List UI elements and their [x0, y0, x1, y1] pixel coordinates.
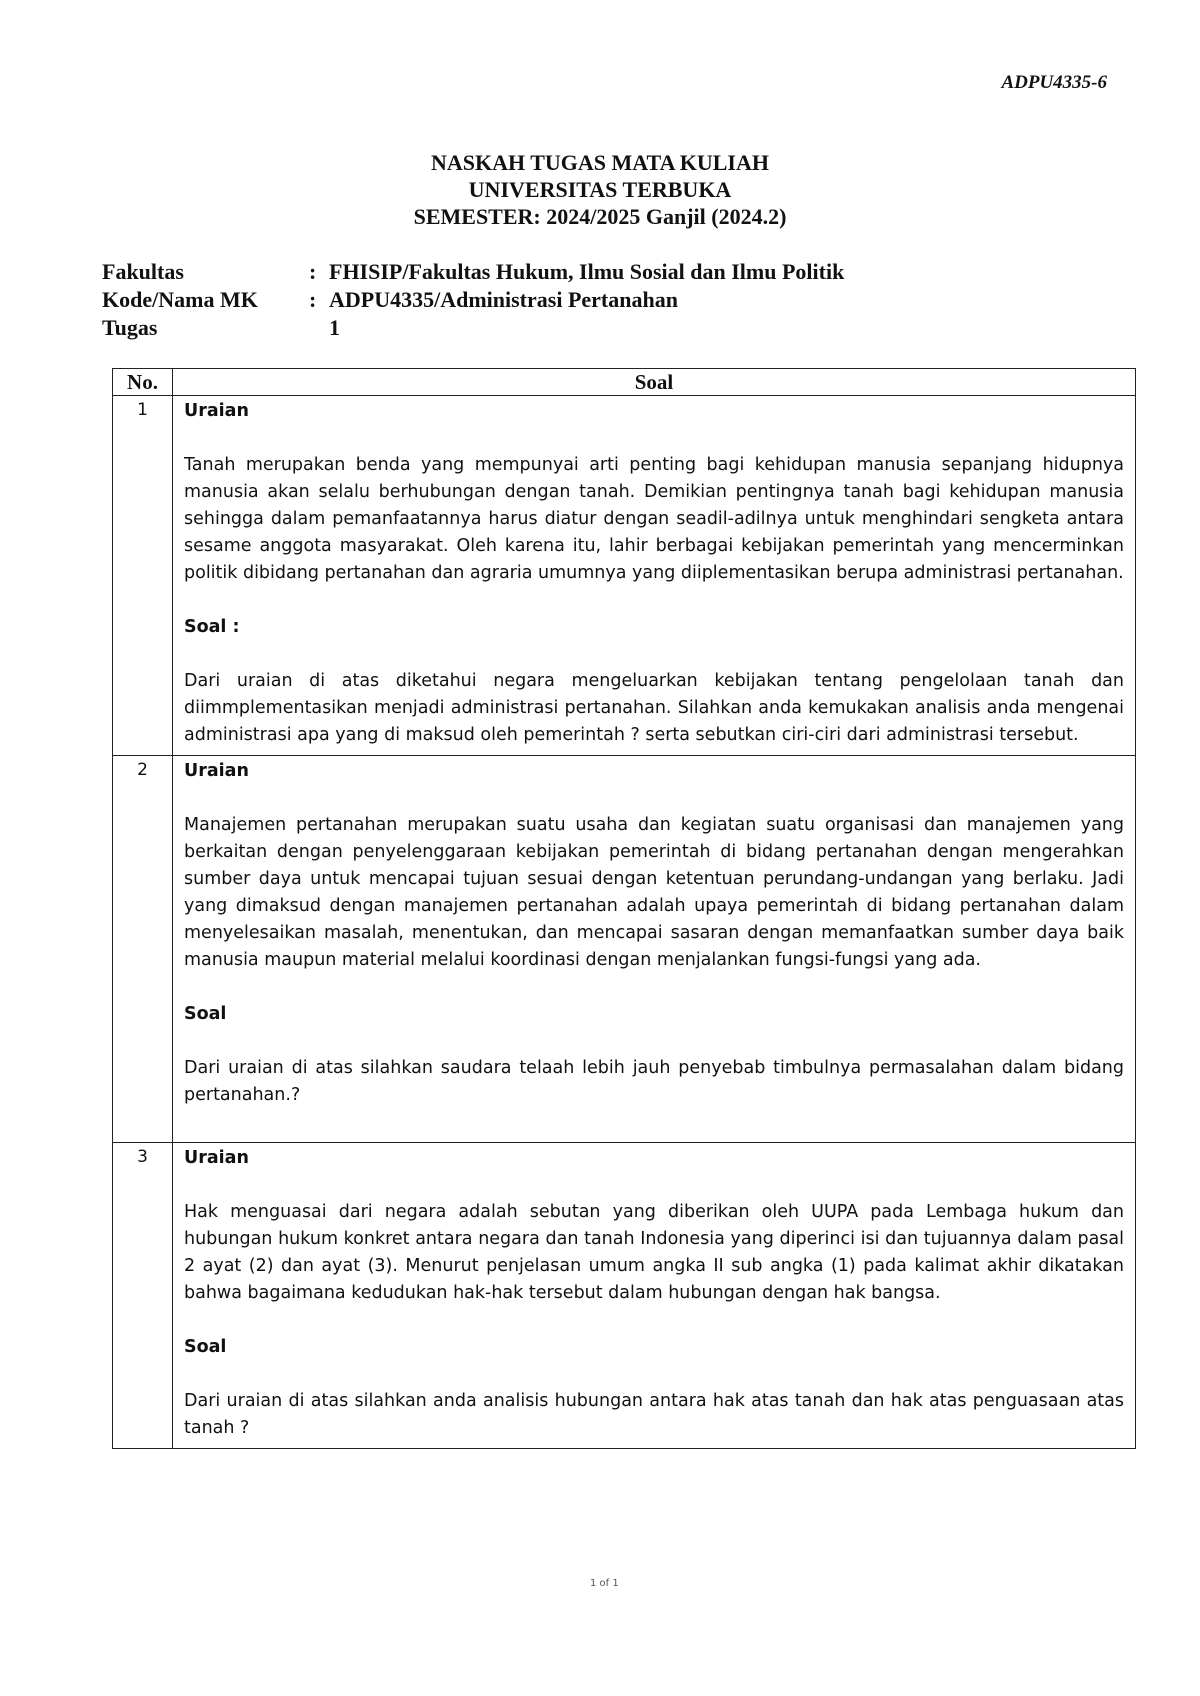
table-row: [113, 1143, 1136, 1449]
info-label: Kode/Nama MK: [102, 287, 258, 312]
soal-label: Soal: [184, 1337, 227, 1357]
row-number: 2: [113, 756, 173, 1143]
info-separator: :: [309, 259, 317, 284]
uraian-label: Uraian: [184, 1148, 249, 1168]
table-row: [113, 756, 1136, 1143]
document-code: ADPU4335-6: [1001, 72, 1107, 93]
header-no: No.: [113, 369, 173, 396]
row-content: [173, 1143, 1136, 1449]
info-value: ADPU4335/Administrasi Pertanahan: [329, 287, 678, 312]
table-row: [113, 396, 1136, 756]
table-header-row: [113, 369, 1136, 396]
info-separator: [309, 314, 329, 342]
uraian-text: Tanah merupakan benda yang mempunyai arti penting bagi kehidupan manusia sepanjang hidupnya manusia akan selalu berhubungan dengan tanah. Demikian pentingnya tanah bagi kehidupan manusia sehingga dalam pemanfaatannya harus diatur dengan seadil-adilnya untuk menghindari sengketa antara sesame anggota masyarakat. Oleh karena itu, lahir berbagai kebijakan pemerintah yang mencerminkan politik dibidang pertanahan dan agraria umumnya yang diiplementasikan berupa administrasi pertanahan.: [184, 455, 1124, 583]
soal-label: Soal :: [184, 617, 240, 637]
info-label: Tugas: [102, 315, 158, 340]
soal-text: Dari uraian di atas silahkan saudara telaah lebih jauh penyebab timbulnya permasalahan dalam bidang pertanahan.?: [184, 1058, 1124, 1105]
uraian-label: Uraian: [184, 761, 249, 781]
title-line-2: UNIVERSITAS TERBUKA: [468, 177, 732, 202]
info-row-faculty: [102, 258, 1102, 286]
soal-text: Dari uraian di atas silahkan anda analisis hubungan antara hak atas tanah dan hak atas penguasaan atas tanah ?: [184, 1391, 1124, 1438]
uraian-text: Manajemen pertanahan merupakan suatu usaha dan kegiatan suatu organisasi dan manajemen yang berkaitan dengan penyelenggaraan kebijakan pemerintah di bidang pertanahan dengan mengerahkan sumber daya untuk mencapai tujuan sesuai dengan ketentuan perundang-undangan yang berlaku. Jadi yang dimaksud dengan manajemen pertanahan adalah upaya pemerintah di bidang pertanahan dalam menyelesaikan masalah, menentukan, dan mencapai sasaran dengan memanfaatkan sumber daya baik manusia maupun material melalui koordinasi dengan menjalankan fungsi-fungsi yang ada.: [184, 815, 1124, 970]
info-separator: :: [309, 287, 317, 312]
info-value: FHISIP/Fakultas Hukum, Ilmu Sosial dan Ilmu Politik: [329, 259, 845, 284]
info-value: 1: [329, 315, 340, 340]
course-info: [102, 258, 1102, 342]
uraian-text: Hak menguasai dari negara adalah sebutan yang diberikan oleh UUPA pada Lembaga hukum dan hubungan hukum konkret antara negara dan tanah Indonesia yang diperinci isi dan tujuannya dalam pasal 2 ayat (2) dan ayat (3). Menurut penjelasan umum angka II sub angka (1) pada kalimat akhir dikatakan bahwa bagaimana kedudukan hak-hak tersebut dalam hubungan dengan hak bangsa.: [184, 1202, 1124, 1303]
uraian-label: Uraian: [184, 401, 249, 421]
info-label: Fakultas: [102, 259, 184, 284]
soal-text: Dari uraian di atas diketahui negara mengeluarkan kebijakan tentang pengelolaan tanah dan diimmplementasikan menjadi administrasi pertanahan. Silahkan anda kemukakan analisis anda mengenai administrasi apa yang di maksud oleh pemerintah ? serta sebutkan ciri-ciri dari administrasi tersebut.: [184, 671, 1124, 745]
tasks-table: [112, 368, 1136, 1449]
row-content: [173, 756, 1136, 1143]
header-soal: Soal: [173, 369, 1136, 396]
row-number: 1: [113, 396, 173, 756]
document-title: [0, 149, 1200, 230]
title-line-3: SEMESTER: 2024/2025 Ganjil (2024.2): [413, 204, 787, 229]
row-content: [173, 396, 1136, 756]
page-footer-mark: 1 of 1: [590, 1578, 619, 1589]
info-row-course: [102, 286, 1102, 314]
title-line-1: NASKAH TUGAS MATA KULIAH: [431, 150, 769, 175]
row-number: 3: [113, 1143, 173, 1449]
info-row-assignment: [102, 314, 1102, 342]
soal-label: Soal: [184, 1004, 227, 1024]
